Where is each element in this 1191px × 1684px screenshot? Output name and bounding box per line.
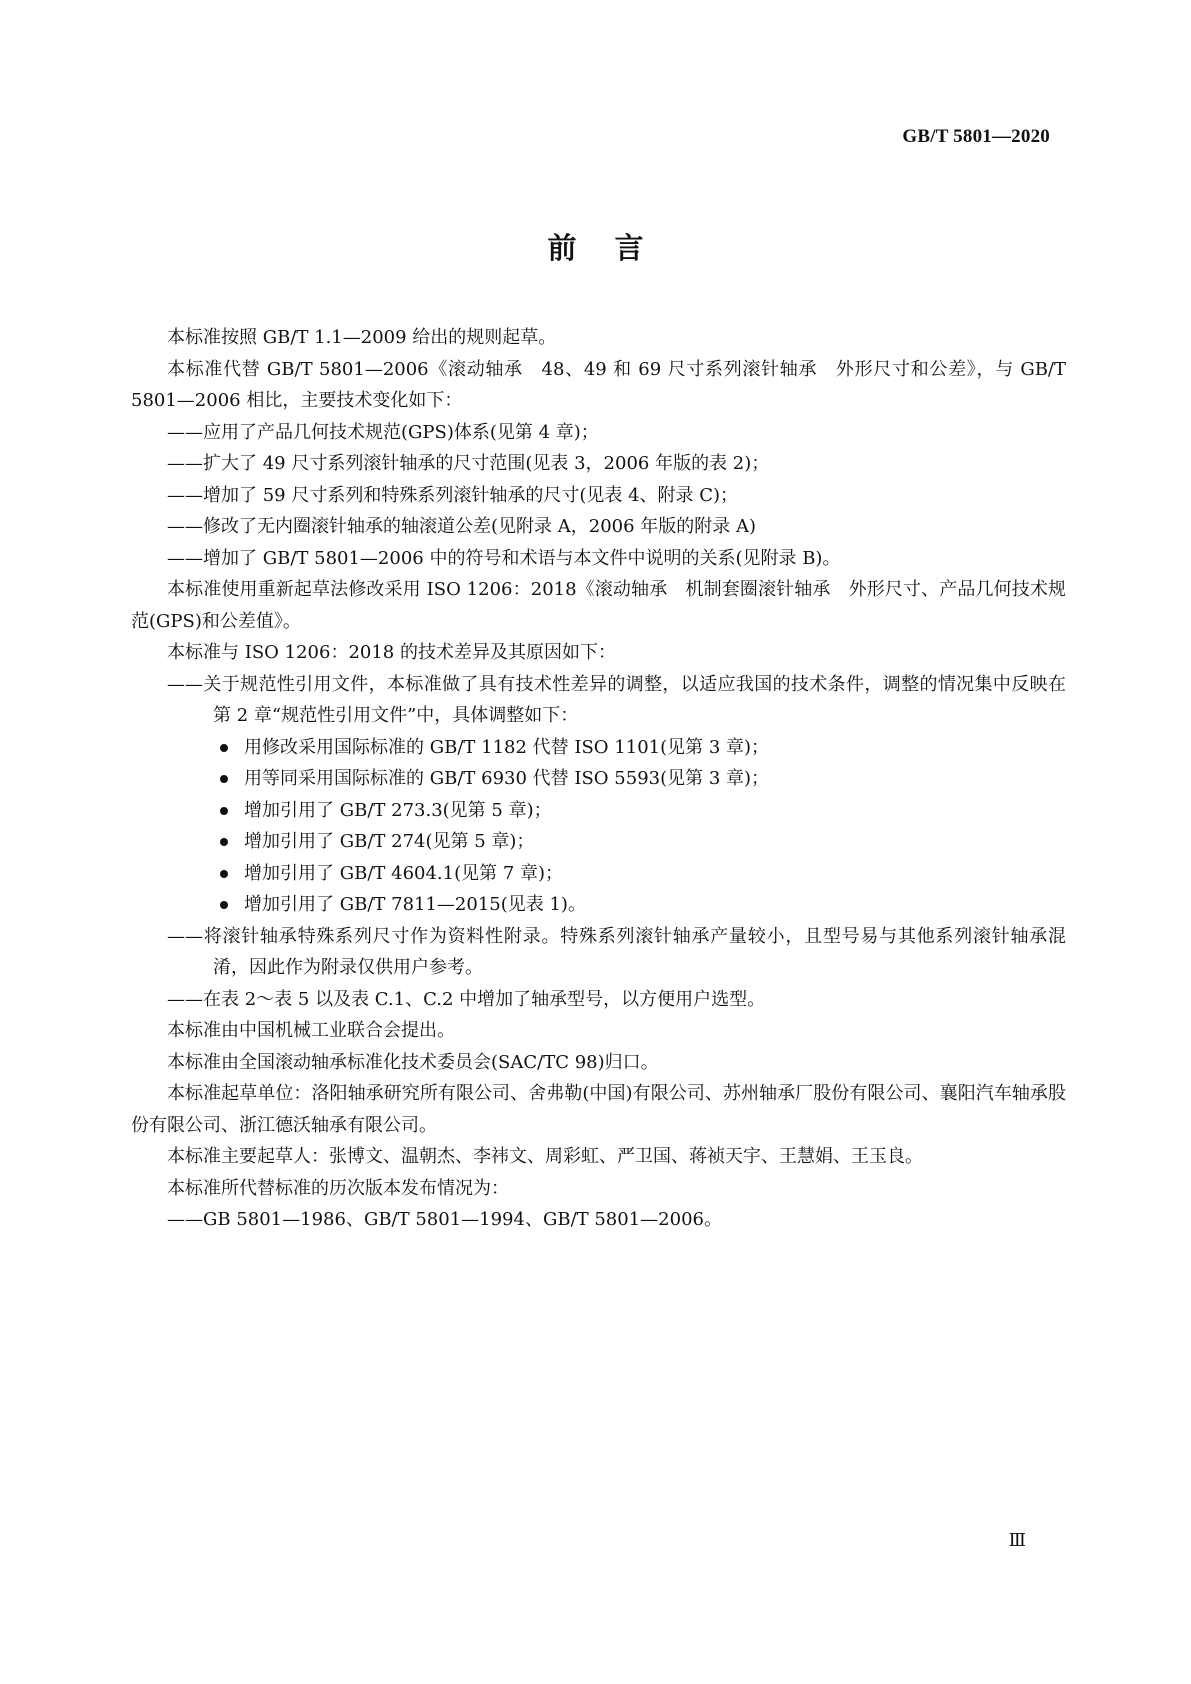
change-item: ——应用了产品几何技术规范(GPS)体系(见第 4 章)；: [167, 421, 599, 443]
paragraph-drafting-units: 本标准起草单位：洛阳轴承研究所有限公司、舍弗勒(中国)有限公司、苏州轴承厂股份有限公司、襄阳汽车轴承股份有限公司、浙江德沃轴承有限公司。: [131, 1083, 1066, 1136]
bullet-text: 用等同采用国际标准的 GB/T 6930 代替 ISO 5593(见第 3 章)；: [244, 768, 770, 789]
bullet-dot-icon: [220, 744, 228, 752]
bullet-dot-icon: [220, 870, 228, 878]
paragraph-drafting-rules: 本标准按照 GB/T 1.1—2009 给出的规则起草。: [167, 327, 557, 348]
bullet-text: 用修改采用国际标准的 GB/T 1182 代替 ISO 1101(见第 3 章)；: [244, 736, 770, 758]
bullet-text: 增加引用了 GB/T 273.3(见第 5 章)；: [244, 799, 552, 821]
bullet-text: 增加引用了 GB/T 4604.1(见第 7 章)；: [244, 862, 564, 884]
bullet-item: [131, 795, 1066, 827]
paragraph-history-intro: 本标准所代替标准的历次版本发布情况为：: [167, 1177, 509, 1199]
bullet-text: 增加引用了 GB/T 7811—2015(见表 1)。: [244, 894, 586, 915]
change-item: ——修改了无内圈滚针轴承的轴滚道公差(见附录 A，2006 年版的附录 A): [167, 516, 757, 537]
paragraph-drafters: 本标准主要起草人：张博文、温朝杰、李祎文、周彩虹、严卫国、蒋祯天宇、王慧娟、王玉良。: [167, 1146, 923, 1167]
paragraph-committee: 本标准由全国滚动轴承标准化技术委员会(SAC/TC 98)归口。: [167, 1051, 659, 1073]
bullet-item: [131, 763, 1066, 795]
history-item: ——GB 5801—1986、GB/T 5801—1994、GB/T 5801—2006。: [167, 1209, 722, 1230]
difference-item: ——将滚针轴承特殊系列尺寸作为资料性附录。特殊系列滚针轴承产量较小，且型号易与其他系列滚针轴承混淆，因此作为附录仅供用户参考。: [167, 925, 1066, 978]
standard-number: GB/T 5801—2020: [902, 126, 1050, 147]
page-number: Ⅲ: [1008, 1530, 1026, 1550]
bullet-dot-icon: [220, 775, 228, 783]
difference-item: ——关于规范性引用文件，本标准做了具有技术性差异的调整，以适应我国的技术条件，调整的情况集中反映在第 2 章“规范性引用文件”中，具体调整如下：: [167, 673, 1066, 726]
bullet-item: [131, 826, 1066, 858]
paragraph-adoption: 本标准使用重新起草法修改采用 ISO 1206：2018《滚动轴承 机制套圈滚针轴承 外形尺寸、产品几何技术规范(GPS)和公差值》。: [131, 579, 1066, 632]
foreword-body: [131, 322, 1066, 1236]
change-item: ——增加了 GB/T 5801—2006 中的符号和术语与本文件中说明的关系(见附录 B)。: [167, 547, 841, 569]
bullet-item: [131, 889, 1066, 921]
bullet-text: 增加引用了 GB/T 274(见第 5 章)；: [244, 831, 535, 852]
paragraph-differences: 本标准与 ISO 1206：2018 的技术差异及其原因如下：: [167, 642, 616, 663]
paragraph-replaces: 本标准代替 GB/T 5801—2006《滚动轴承 48、49 和 69 尺寸系列滚针轴承 外形尺寸和公差》，与 GB/T 5801—2006 相比，主要技术变化如下：: [131, 358, 1066, 411]
bullet-item: [131, 858, 1066, 890]
bullet-dot-icon: [220, 807, 228, 815]
page-title: 前言: [547, 231, 682, 265]
reference-adjustment-list: [131, 732, 1066, 921]
bullet-dot-icon: [220, 901, 228, 909]
paragraph-proposer: 本标准由中国机械工业联合会提出。: [167, 1020, 455, 1041]
change-item: ——扩大了 49 尺寸系列滚针轴承的尺寸范围(见表 3，2006 年版的表 2)；: [167, 453, 770, 474]
bullet-item: [131, 732, 1066, 764]
difference-item: ——在表 2～表 5 以及表 C.1、C.2 中增加了轴承型号，以方便用户选型。: [167, 988, 766, 1010]
bullet-dot-icon: [220, 838, 228, 846]
change-item: ——增加了 59 尺寸系列和特殊系列滚针轴承的尺寸(见表 4、附录 C)；: [167, 484, 739, 506]
